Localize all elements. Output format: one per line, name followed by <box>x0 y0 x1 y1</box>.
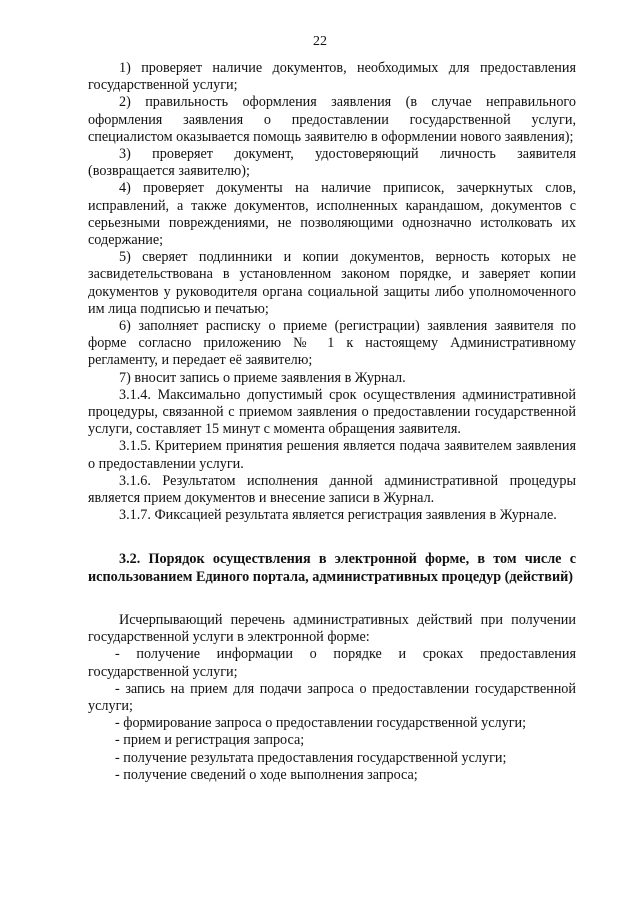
paragraph-item-4: 4) проверяет документы на наличие приписок, зачеркнутых слов, исправлений, а также документов, исполненных карандашом, документов с серьезными повреждениями, не позволяющими однозначно истолковать их содержание; <box>88 180 576 249</box>
paragraph-3-1-4: 3.1.4. Максимально допустимый срок осуществления административной процедуры, связанной с приемом заявления о предоставлении государственной услуги, составляет 15 минут с момента обращения заявителя. <box>88 386 576 438</box>
paragraph-3-1-5: 3.1.5. Критерием принятия решения является подача заявителем заявления о предоставлении услуги. <box>88 438 576 472</box>
paragraph-3-1-6: 3.1.6. Результатом исполнения данной административной процедуры является прием документов и внесение записи в Журнал. <box>88 472 576 507</box>
paragraph-item-5: 5) сверяет подлинники и копии документов, верность которых не засвидетельствована в установленном законом порядке, и заверяет копии документов у руководителя органа социальной защиты либо уполномоченного им лица подписью и печатью; <box>88 249 576 317</box>
list-item: - прием и регистрация запроса; <box>115 732 305 749</box>
paragraph-item-2: 2) правильность оформления заявления (в случае неправильного оформления заявления о предоставлении государственной услуги, специалистом оказывается помощь заявителю в оформлении нового заявления); <box>88 94 576 145</box>
list-item: - запись на прием для подачи запроса о предоставлении государственной услуги; <box>88 680 576 714</box>
list-item: - получение информации о порядке и сроках предоставления государственной услуги; <box>88 646 576 680</box>
page-number: 22 <box>313 34 327 49</box>
section-intro: Исчерпывающий перечень административных действий при получении государственной услуги в электронной форме: <box>88 611 576 646</box>
paragraph-item-7: 7) вносит запись о приеме заявления в Журнал. <box>119 369 406 386</box>
paragraph-3-1-7: 3.1.7. Фиксацией результата является регистрация заявления в Журнале. <box>119 507 557 524</box>
list-item: - получение сведений о ходе выполнения запроса; <box>115 766 418 783</box>
list-item: - получение результата предоставления государственной услуги; <box>115 749 507 766</box>
document-body <box>88 60 576 784</box>
section-heading: 3.2. Порядок осуществления в электронной форме, в том числе с использованием Единого портала, административных процедур (действий) <box>88 551 576 585</box>
paragraph-item-1: 1) проверяет наличие документов, необходимых для предоставления государственной услуги; <box>88 60 576 94</box>
list-item: - формирование запроса о предоставлении государственной услуги; <box>115 715 527 732</box>
paragraph-item-3: 3) проверяет документ, удостоверяющий личность заявителя (возвращается заявителю); <box>88 146 576 180</box>
paragraph-item-6: 6) заполняет расписку о приеме (регистрации) заявления заявителя по форме согласно приложению № 1 к настоящему Административному регламенту, и передает её заявителю; <box>88 318 576 369</box>
